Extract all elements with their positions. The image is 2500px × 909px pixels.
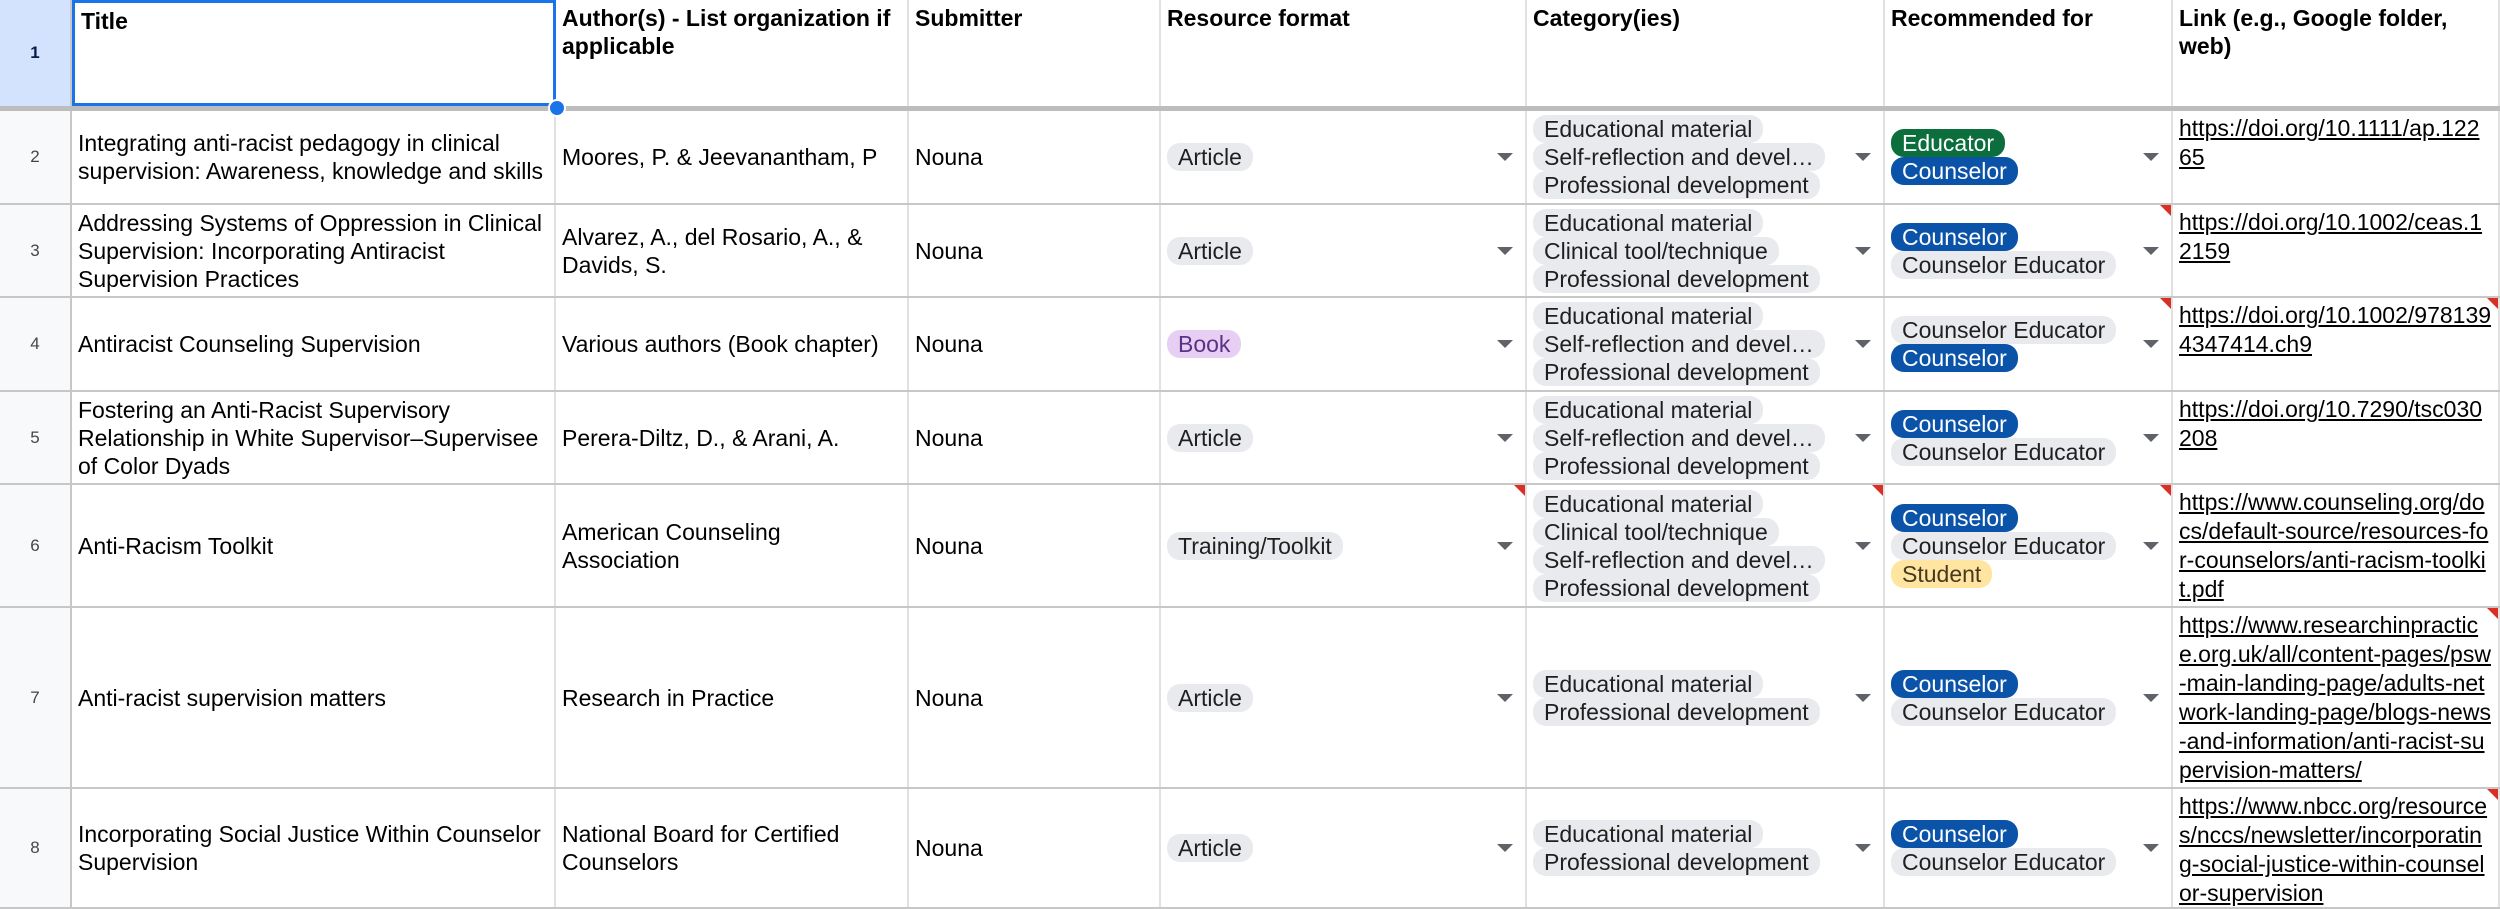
- cell-resource-format[interactable]: [1161, 485, 1527, 606]
- chevron-down-icon[interactable]: [1855, 153, 1871, 161]
- cell-categories[interactable]: [1527, 485, 1885, 606]
- chevron-down-icon[interactable]: [1855, 694, 1871, 702]
- cell-link[interactable]: [2173, 298, 2500, 390]
- resource-link[interactable]: https://doi.org/10.1002/ceas.12159: [2179, 209, 2483, 264]
- cell-resource-format[interactable]: [1161, 111, 1527, 203]
- cell-submitter[interactable]: Nouna: [909, 205, 1161, 296]
- resource-link[interactable]: https://doi.org/10.1111/ap.12265: [2179, 115, 2480, 170]
- note-indicator-icon[interactable]: [2487, 298, 2498, 309]
- row-number[interactable]: 2: [0, 111, 72, 203]
- cell-authors[interactable]: American Counseling Association: [556, 485, 909, 606]
- cell-resource-format[interactable]: [1161, 789, 1527, 907]
- header-title[interactable]: Title: [72, 0, 556, 106]
- cell-resource-format[interactable]: [1161, 608, 1527, 787]
- chip-category: Professional development: [1533, 452, 1820, 480]
- chevron-down-icon[interactable]: [1855, 844, 1871, 852]
- row-number[interactable]: 5: [0, 392, 72, 483]
- note-indicator-icon[interactable]: [2160, 205, 2171, 216]
- cell-title[interactable]: Anti-Racism Toolkit: [72, 485, 556, 606]
- chevron-down-icon[interactable]: [1497, 340, 1513, 348]
- fill-handle[interactable]: [548, 99, 566, 117]
- chip-format: Book: [1167, 330, 1241, 358]
- chip-category: Self-reflection and devel…: [1533, 143, 1825, 171]
- cell-title[interactable]: Antiracist Counseling Supervision: [72, 298, 556, 390]
- cell-authors[interactable]: Alvarez, A., del Rosario, A., & Davids, S.: [556, 205, 909, 296]
- row-number[interactable]: 1: [0, 0, 72, 106]
- chip-category: Educational material: [1533, 302, 1763, 330]
- header-submitter[interactable]: Submitter: [909, 0, 1161, 106]
- chevron-down-icon[interactable]: [2143, 434, 2159, 442]
- cell-link[interactable]: [2173, 608, 2500, 787]
- chip-audience: Counselor Educator: [1891, 316, 2116, 344]
- row-number[interactable]: 7: [0, 608, 72, 787]
- chevron-down-icon[interactable]: [2143, 844, 2159, 852]
- cell-resource-format[interactable]: [1161, 298, 1527, 390]
- note-indicator-icon[interactable]: [2487, 789, 2498, 800]
- cell-link[interactable]: [2173, 392, 2500, 483]
- chip-category: Professional development: [1533, 848, 1820, 876]
- header-row: [0, 0, 2500, 111]
- chip-audience: Counselor Educator: [1891, 532, 2116, 560]
- row-number[interactable]: 3: [0, 205, 72, 296]
- chevron-down-icon[interactable]: [1855, 542, 1871, 550]
- chip-category: Educational material: [1533, 396, 1763, 424]
- cell-recommended-for[interactable]: [1885, 298, 2173, 390]
- table-row: [0, 485, 2500, 608]
- cell-recommended-for[interactable]: [1885, 111, 2173, 203]
- cell-categories[interactable]: [1527, 608, 1885, 787]
- cell-submitter[interactable]: Nouna: [909, 608, 1161, 787]
- note-indicator-icon[interactable]: [2487, 608, 2498, 619]
- cell-title[interactable]: Addressing Systems of Oppression in Clinical Supervision: Incorporating Antiracist Supervision Practices: [72, 205, 556, 296]
- cell-title[interactable]: Integrating anti-racist pedagogy in clinical supervision: Awareness, knowledge and skills: [72, 111, 556, 203]
- chip-category: Professional development: [1533, 265, 1820, 293]
- chip-format: Article: [1167, 684, 1253, 712]
- table-row: [0, 789, 2500, 909]
- chip-format: Article: [1167, 237, 1253, 265]
- chevron-down-icon[interactable]: [1855, 340, 1871, 348]
- chip-category: Educational material: [1533, 670, 1763, 698]
- cell-submitter[interactable]: Nouna: [909, 789, 1161, 907]
- header-resource-format[interactable]: Resource format: [1161, 0, 1527, 106]
- cell-recommended-for[interactable]: [1885, 789, 2173, 907]
- cell-submitter[interactable]: Nouna: [909, 485, 1161, 606]
- chip-audience: Counselor Educator: [1891, 251, 2116, 279]
- chip-format: Article: [1167, 424, 1253, 452]
- chevron-down-icon[interactable]: [1497, 542, 1513, 550]
- cell-link[interactable]: [2173, 111, 2500, 203]
- cell-link[interactable]: [2173, 205, 2500, 296]
- cell-authors[interactable]: Various authors (Book chapter): [556, 298, 909, 390]
- cell-categories[interactable]: [1527, 789, 1885, 907]
- row-number[interactable]: 4: [0, 298, 72, 390]
- chevron-down-icon[interactable]: [2143, 153, 2159, 161]
- resource-link[interactable]: https://www.counseling.org/docs/default-source/resources-for-counselors/anti-racism-toolkit.pdf: [2179, 489, 2489, 602]
- header-authors[interactable]: Author(s) - List organization if applicable: [556, 0, 909, 106]
- chip-category: Professional development: [1533, 358, 1820, 386]
- note-indicator-icon[interactable]: [2160, 485, 2171, 496]
- chevron-down-icon[interactable]: [1497, 153, 1513, 161]
- cell-submitter[interactable]: Nouna: [909, 298, 1161, 390]
- chip-audience: Educator: [1891, 129, 2005, 157]
- chevron-down-icon[interactable]: [1497, 844, 1513, 852]
- chip-category: Self-reflection and devel…: [1533, 424, 1825, 452]
- chip-audience: Counselor: [1891, 670, 2018, 698]
- table-row: [0, 205, 2500, 298]
- cell-recommended-for[interactable]: [1885, 205, 2173, 296]
- chip-audience: Student: [1891, 560, 1992, 588]
- header-recommended-for[interactable]: Recommended for: [1885, 0, 2173, 106]
- chip-audience: Counselor: [1891, 344, 2018, 372]
- chip-category: Clinical tool/technique: [1533, 518, 1779, 546]
- chevron-down-icon[interactable]: [1497, 434, 1513, 442]
- cell-resource-format[interactable]: [1161, 392, 1527, 483]
- cell-title[interactable]: Incorporating Social Justice Within Counselor Supervision: [72, 789, 556, 907]
- chevron-down-icon[interactable]: [1497, 247, 1513, 255]
- cell-recommended-for[interactable]: [1885, 392, 2173, 483]
- cell-authors[interactable]: National Board for Certified Counselors: [556, 789, 909, 907]
- chip-audience: Counselor: [1891, 504, 2018, 532]
- chip-audience: Counselor Educator: [1891, 438, 2116, 466]
- resource-link[interactable]: https://www.nbcc.org/resources/nccs/newsletter/incorporating-social-justice-within-counselor-supervision: [2179, 793, 2488, 906]
- chip-category: Educational material: [1533, 115, 1763, 143]
- table-row: [0, 392, 2500, 485]
- cell-categories[interactable]: [1527, 111, 1885, 203]
- note-indicator-icon[interactable]: [1514, 485, 1525, 496]
- cell-title[interactable]: Fostering an Anti-Racist Supervisory Relationship in White Supervisor–Supervisee of Color Dyads: [72, 392, 556, 483]
- cell-submitter[interactable]: Nouna: [909, 392, 1161, 483]
- chip-audience: Counselor Educator: [1891, 698, 2116, 726]
- chip-category: Clinical tool/technique: [1533, 237, 1779, 265]
- chevron-down-icon[interactable]: [2143, 542, 2159, 550]
- chip-format: Article: [1167, 143, 1253, 171]
- chip-format: Training/Toolkit: [1167, 532, 1343, 560]
- cell-recommended-for[interactable]: [1885, 485, 2173, 606]
- cell-authors[interactable]: Perera-Diltz, D., & Arani, A.: [556, 392, 909, 483]
- table-row: [0, 298, 2500, 392]
- chip-category: Self-reflection and devel…: [1533, 546, 1825, 574]
- header-link[interactable]: Link (e.g., Google folder, web): [2173, 0, 2500, 106]
- chevron-down-icon[interactable]: [2143, 694, 2159, 702]
- chevron-down-icon[interactable]: [2143, 340, 2159, 348]
- chip-category: Self-reflection and devel…: [1533, 330, 1825, 358]
- table-row: [0, 608, 2500, 789]
- cell-categories[interactable]: [1527, 205, 1885, 296]
- chip-category: Professional development: [1533, 574, 1820, 602]
- chevron-down-icon[interactable]: [1855, 434, 1871, 442]
- row-number[interactable]: 8: [0, 789, 72, 907]
- chevron-down-icon[interactable]: [1855, 247, 1871, 255]
- note-indicator-icon[interactable]: [1872, 485, 1883, 496]
- chevron-down-icon[interactable]: [1497, 694, 1513, 702]
- note-indicator-icon[interactable]: [2160, 298, 2171, 309]
- row-number[interactable]: 6: [0, 485, 72, 606]
- cell-title[interactable]: Anti-racist supervision matters: [72, 608, 556, 787]
- chip-category: Educational material: [1533, 820, 1763, 848]
- chevron-down-icon[interactable]: [2143, 247, 2159, 255]
- chip-category: Professional development: [1533, 171, 1820, 199]
- cell-authors[interactable]: Research in Practice: [556, 608, 909, 787]
- cell-recommended-for[interactable]: [1885, 608, 2173, 787]
- cell-submitter[interactable]: Nouna: [909, 111, 1161, 203]
- resource-link[interactable]: https://doi.org/10.1002/9781394347414.ch9: [2179, 302, 2492, 357]
- header-categories[interactable]: Category(ies): [1527, 0, 1885, 106]
- chip-audience: Counselor: [1891, 410, 2018, 438]
- chip-category: Educational material: [1533, 490, 1763, 518]
- table-row: [0, 111, 2500, 205]
- chip-category: Educational material: [1533, 209, 1763, 237]
- cell-categories[interactable]: [1527, 392, 1885, 483]
- cell-authors[interactable]: Moores, P. & Jeevanantham, P: [556, 111, 909, 203]
- chip-format: Article: [1167, 834, 1253, 862]
- cell-resource-format[interactable]: [1161, 205, 1527, 296]
- chip-audience: Counselor: [1891, 157, 2018, 185]
- resource-link[interactable]: https://doi.org/10.7290/tsc030208: [2179, 396, 2483, 451]
- chip-audience: Counselor: [1891, 223, 2018, 251]
- chip-audience: Counselor Educator: [1891, 848, 2116, 876]
- chip-category: Professional development: [1533, 698, 1820, 726]
- cell-link[interactable]: [2173, 789, 2500, 907]
- chip-audience: Counselor: [1891, 820, 2018, 848]
- cell-link[interactable]: [2173, 485, 2500, 606]
- resource-link[interactable]: https://www.researchinpractice.org.uk/all/content-pages/psw-main-landing-page/adults-network-landing-page/blogs-news-and-information/anti-racist-supervision-matters/: [2179, 612, 2491, 783]
- cell-categories[interactable]: [1527, 298, 1885, 390]
